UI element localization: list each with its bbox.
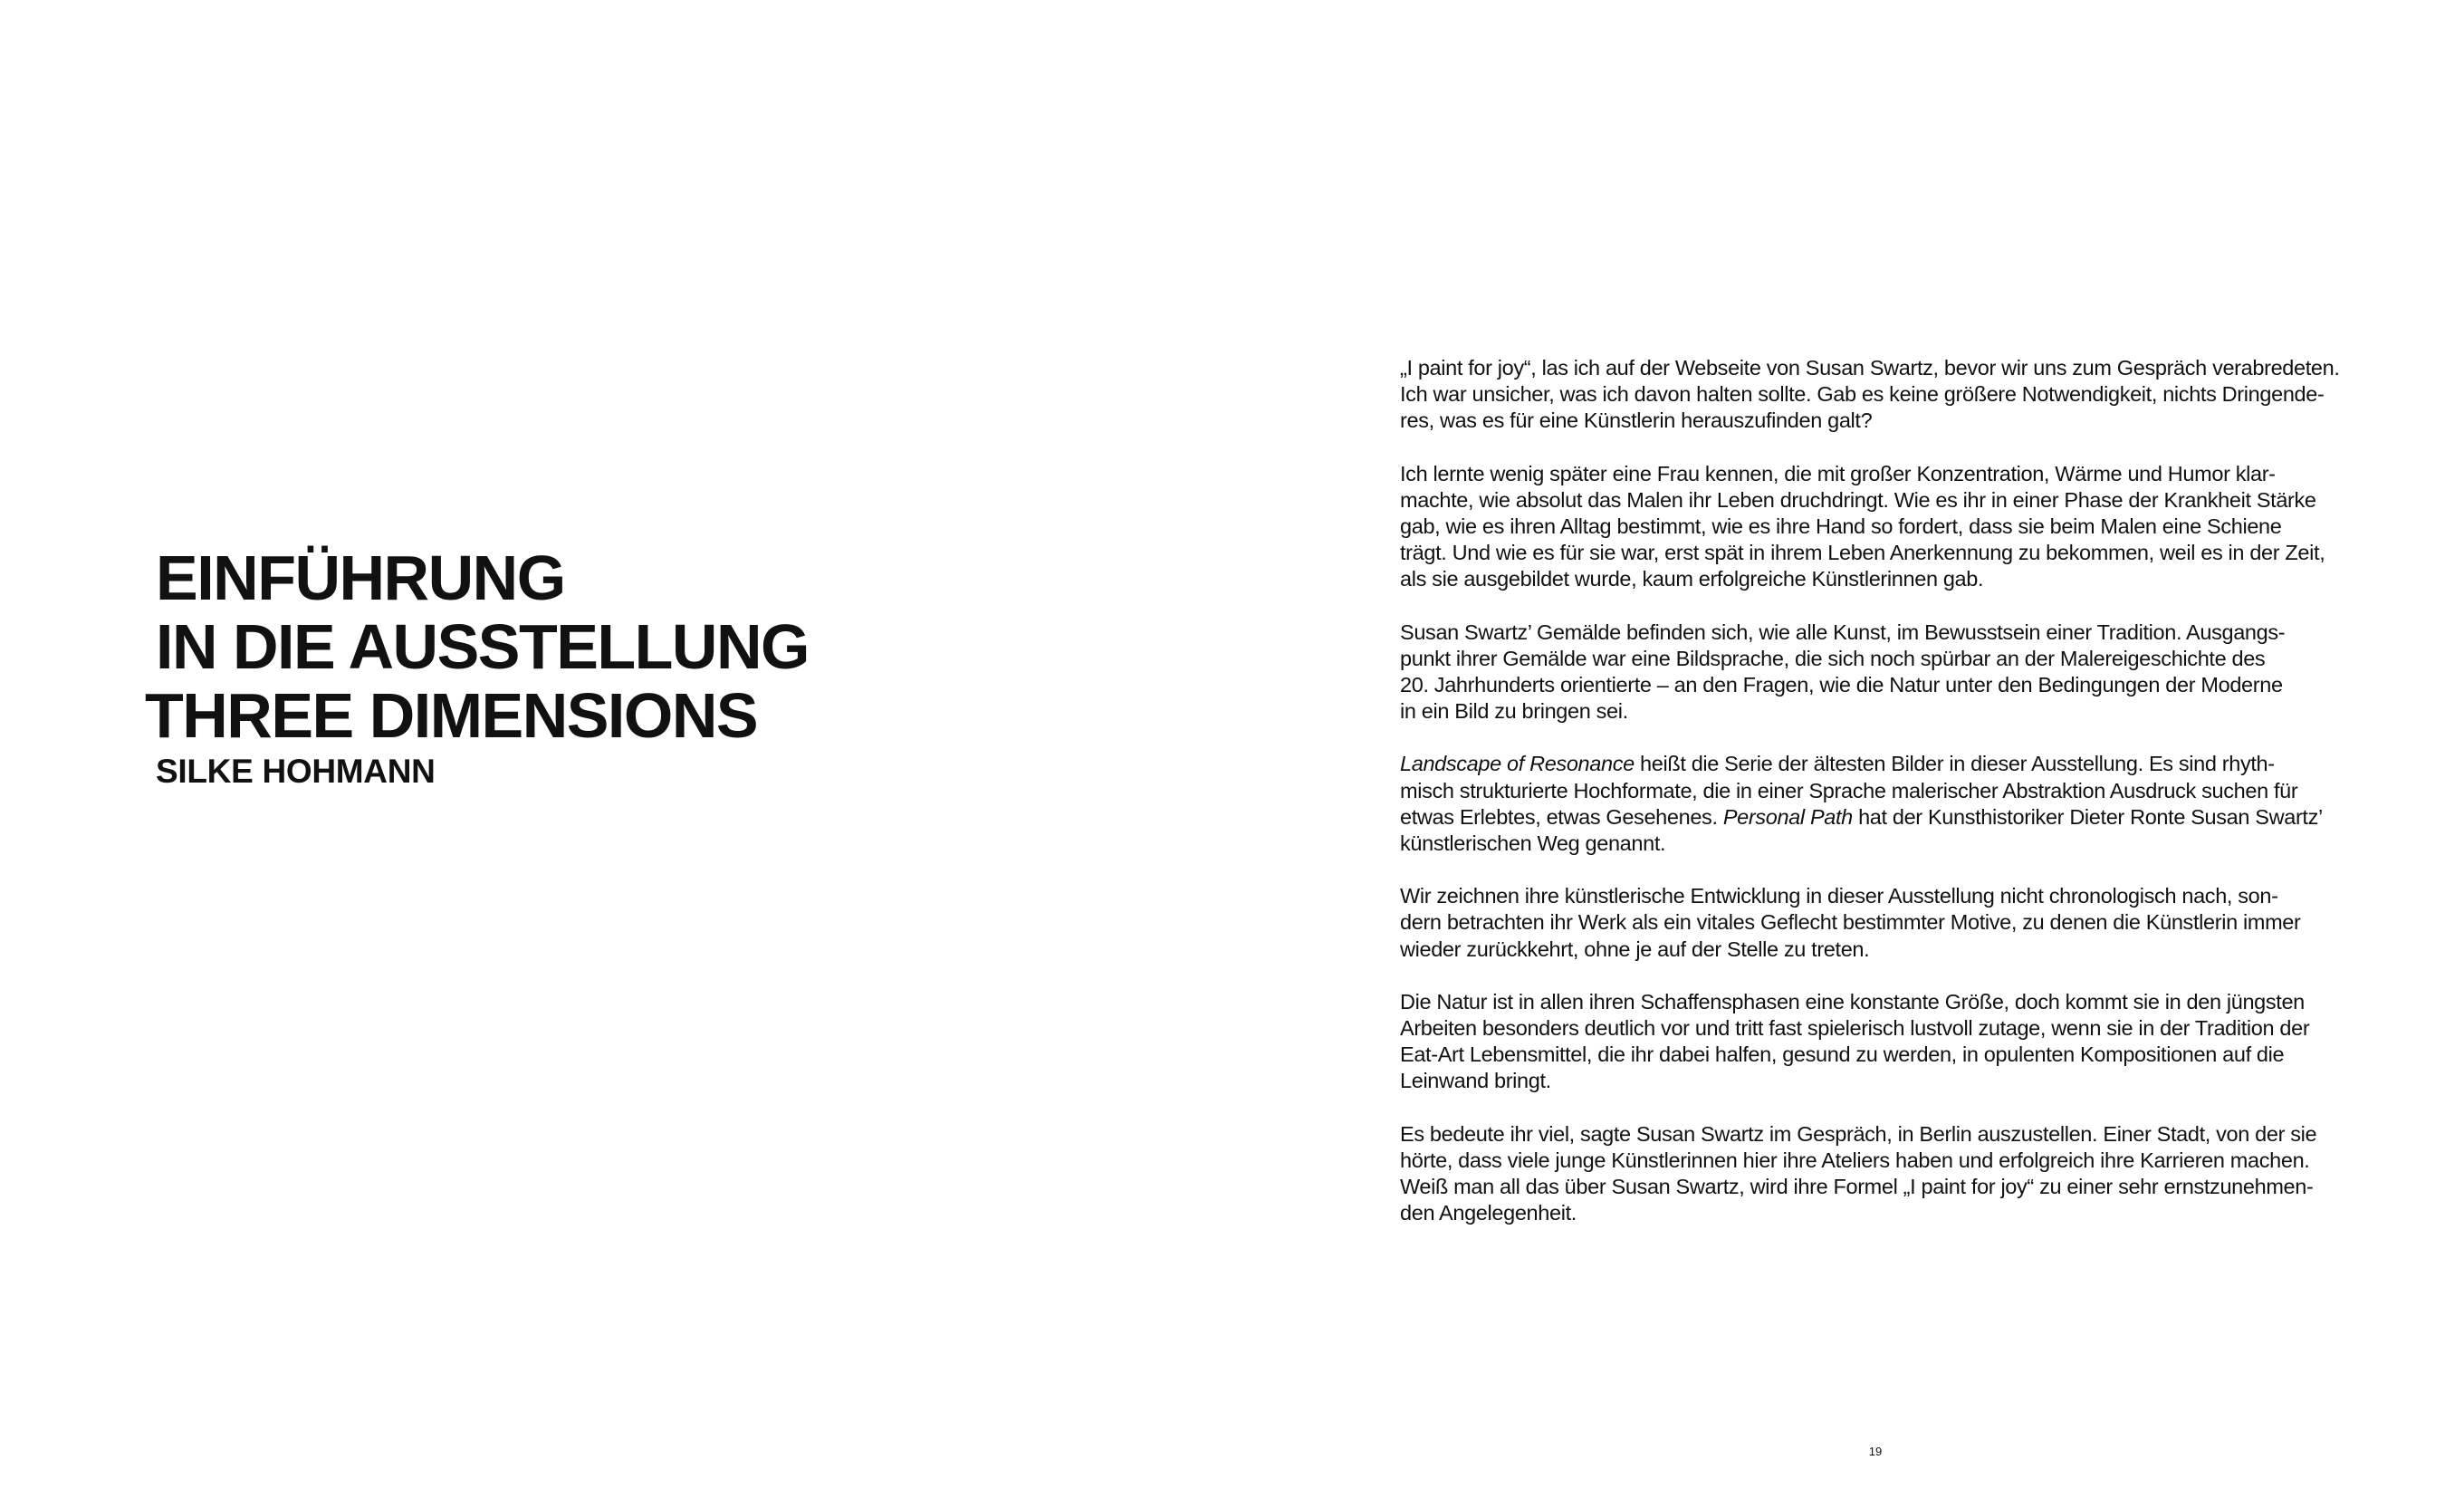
- text-fragment: etwas Erlebtes, etwas Gesehenes.: [1400, 804, 1723, 829]
- paragraph-5: [1400, 883, 2360, 963]
- text-line: wieder zurückkehrt, ohne je auf der Stelle zu treten.: [1400, 937, 1870, 961]
- text-line: künstlerischen Weg genannt.: [1400, 831, 1666, 856]
- text-line: 20. Jahrhunderts orientierte – an den Fragen, wie die Natur unter den Bedingungen der Moderne: [1400, 673, 2283, 697]
- text-line: Ich war unsicher, was ich davon halten sollte. Gab es keine größere Notwendigkeit, nichts Dringende-: [1400, 382, 2325, 407]
- title-line-3: THREE DIMENSIONS: [145, 680, 758, 751]
- paragraph-4: [1400, 751, 2360, 857]
- text-line: Arbeiten besonders deutlich vor und tritt fast spielerisch lustvoll zutage, wenn sie in der Tradition der: [1400, 1016, 2310, 1041]
- text-line: als sie ausgebildet wurde, kaum erfolgreiche Künstlerinnen gab.: [1400, 567, 1984, 591]
- text-line: machte, wie absolut das Malen ihr Leben druchdringt. Wie es ihr in einer Phase der Krankheit Stärke: [1400, 487, 2316, 512]
- text-line: in ein Bild zu bringen sei.: [1400, 699, 1628, 724]
- text-line: Die Natur ist in allen ihren Schaffensphasen eine konstante Größe, doch kommt sie in den jüngsten: [1400, 989, 2305, 1013]
- text-line: Wir zeichnen ihre künstlerische Entwicklung in dieser Ausstellung nicht chronologisch nach, son-: [1400, 884, 2278, 908]
- text-line: den Angelegenheit.: [1400, 1201, 1577, 1225]
- text-line: Eat-Art Lebensmittel, die ihr dabei halfen, gesund zu werden, in opulenten Kompositionen auf die: [1400, 1042, 2285, 1067]
- text-fragment: hat der Kunsthistoriker Dieter Ronte Susan Swartz’: [1852, 804, 2323, 829]
- text-line: Es bedeute ihr viel, sagte Susan Swartz im Gespräch, in Berlin auszustellen. Einer Stadt, von der sie: [1400, 1121, 2317, 1146]
- paragraph-7: [1400, 1121, 2360, 1227]
- text-line: „I paint for joy“, las ich auf der Webseite von Susan Swartz, bevor wir uns zum Gespräch verabredeten.: [1400, 356, 2340, 379]
- text-line: Weiß man all das über Susan Swartz, wird ihre Formel „I paint for joy“ zu einer sehr ernstzunehmen-: [1400, 1175, 2314, 1199]
- text-line: dern betrachten ihr Werk als ein vitales Geflecht bestimmter Motive, zu denen die Künstlerin immer: [1400, 910, 2301, 935]
- text-line: Susan Swartz’ Gemälde befinden sich, wie alle Kunst, im Bewusstsein einer Tradition. Ausgangs-: [1400, 620, 2286, 644]
- text-line: Ich lernte wenig später eine Frau kennen, die mit großer Konzentration, Wärme und Humor klar-: [1400, 461, 2276, 485]
- page-number: 19: [1868, 1445, 1883, 1458]
- right-page: [1232, 0, 2464, 1489]
- chapter-title-block: [145, 543, 1050, 792]
- text-fragment: heißt die Serie der ältesten Bilder in dieser Ausstellung. Es sind rhyth-: [1634, 752, 2275, 776]
- paragraph-3: [1400, 620, 2360, 725]
- title-line-1: EINFÜHRUNG: [156, 543, 565, 613]
- text-line: hörte, dass viele junge Künstlerinnen hier ihre Ateliers haben und erfolgreich ihre Karrieren machen.: [1400, 1148, 2310, 1172]
- text-line: punkt ihrer Gemälde war eine Bildsprache, die sich noch spürbar an der Malereigeschichte des: [1400, 646, 2266, 670]
- text-line: misch strukturierte Hochformate, die in einer Sprache malerischer Abstraktion Ausdruck suchen für: [1400, 778, 2298, 802]
- artwork-title-landscape-of-resonance: Landscape of Resonance: [1400, 752, 1635, 776]
- author-name: SILKE HOHMANN: [156, 753, 436, 790]
- title-line-2: IN DIE AUSSTELLUNG: [156, 611, 809, 682]
- text-line: trägt. Und wie es für sie war, erst spät in ihrem Leben Anerkennung zu bekommen, weil es in der Zeit,: [1400, 541, 2325, 565]
- body-text: [1400, 355, 2360, 1253]
- text-line: [1400, 751, 2360, 777]
- text-line: Leinwand bringt.: [1400, 1069, 1551, 1093]
- text-line: [1400, 804, 2360, 831]
- paragraph-6: [1400, 989, 2360, 1095]
- text-line: gab, wie es ihren Alltag bestimmt, wie es ihre Hand so fordert, dass sie beim Malen eine Schiene: [1400, 514, 2282, 539]
- paragraph-2: [1400, 461, 2360, 593]
- text-line: res, was es für eine Künstlerin herauszufinden galt?: [1400, 408, 1873, 433]
- paragraph-1: [1400, 355, 2360, 435]
- artwork-title-personal-path: Personal Path: [1722, 804, 1853, 829]
